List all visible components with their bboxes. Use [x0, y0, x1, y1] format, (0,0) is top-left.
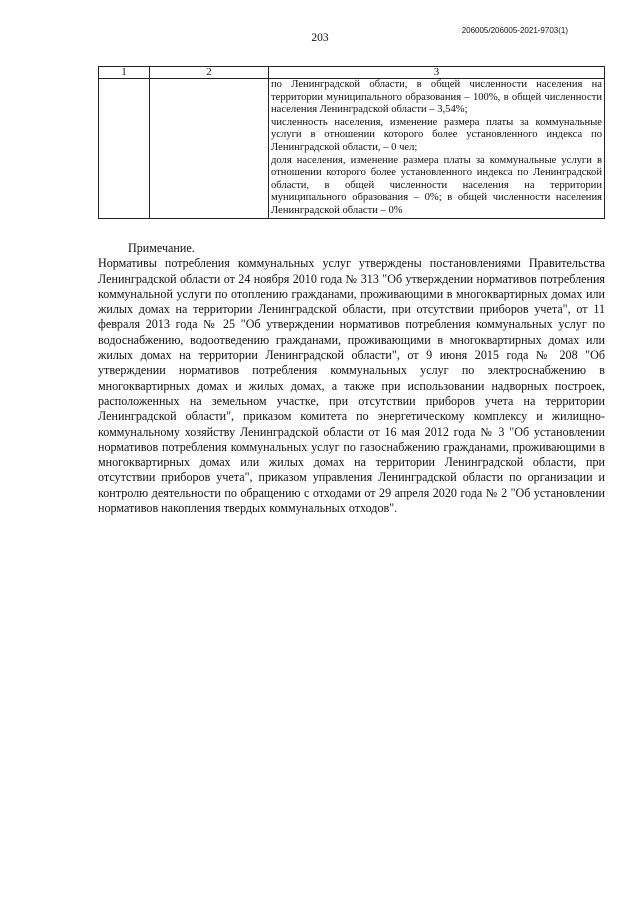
indicator-paragraph: по Ленинградской области, в общей численности населения на территории муниципального образования – 100%, в общей численности населения Ленинградской области – 3,54%; — [271, 79, 602, 116]
note-title: Примечание. — [128, 241, 195, 255]
column-header-2: 2 — [150, 67, 269, 79]
table-cell-col1 — [99, 79, 150, 219]
table-cell-col2 — [150, 79, 269, 219]
table-row — [99, 79, 605, 219]
table-header-row — [99, 67, 605, 79]
column-header-3: 3 — [269, 67, 605, 79]
table-cell-col3 — [269, 79, 605, 219]
column-header-1: 1 — [99, 67, 150, 79]
indicator-paragraph: численность населения, изменение размера платы за коммунальные услуги в отношении которого более установленного индекса по Ленинградской области, – 0 чел; — [271, 116, 602, 153]
page-number: 203 — [311, 32, 329, 44]
note-section — [98, 241, 605, 516]
indicator-paragraph: доля населения, изменение размера платы за коммунальные услуги в отношении которого более установленного индекса по Ленинградской области, в общей численности населения на территории муниципального образования – 0%; в общей численности населения Ленинградской области – 0% — [271, 154, 602, 216]
note-body: Нормативы потребления коммунальных услуг утверждены постановлениями Правительства Ленинградской области от 24 ноября 2010 года № 313 "Об утверждении нормативов потребления коммунальной услуги по отоплению гражданами, проживающими в многоквартирных домах или жилых домах на территории Ленинградской области, при отсутствии приборов учета", от 11 февраля 2013 года № 25 "Об утверждении нормативов потребления коммунальных услуг по водоснабжению, водоотведению гражданами, проживающими в многоквартирных домах или жилых домах на территории Ленинградской области", от 9 июня 2015 года № 208 "Об утверждении нормативов потребления коммунальных услуг по электроснабжению в многоквартирных домах и жилых домах, а также при использовании надворных построек, расположенных на земельном участке, при отсутствии приборов учета на территории Ленинградской области", приказом комитета по энергетическому комплексу и жилищно-коммунальному хозяйству Ленинградской области от 16 мая 2012 года № 3 "Об установлении нормативов потребления коммунальных услуг по газоснабжению гражданами, проживающими в многоквартирных домах или жилых домах на территории Ленинградской области, при отсутствии приборов учета", приказом управления Ленинградской области по организации и контролю деятельности по обращению с отходами от 29 апреля 2020 года № 2 "Об установлении нормативов накопления твердых коммунальных отходов". — [98, 256, 605, 516]
data-table — [98, 66, 605, 219]
document-code: 206005/206005-2021-9703(1) — [461, 26, 568, 35]
